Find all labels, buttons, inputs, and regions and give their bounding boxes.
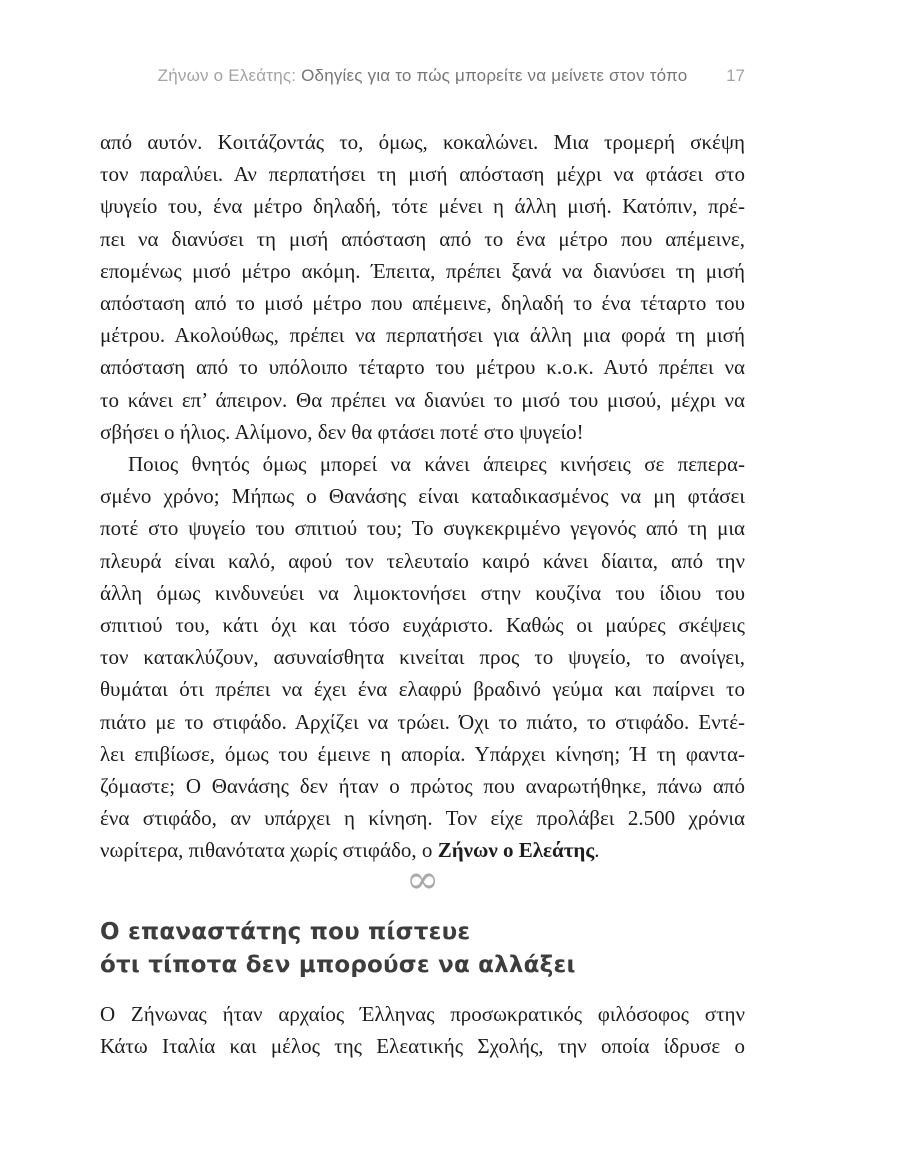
text-line: Ο Ζήνωνας ήταν αρχαίος Έλληνας προσωκρατικός φιλόσοφος στην [100,1002,745,1026]
text-line: από αυτόν. Κοιτάζοντάς το, όμως, κοκαλώνει. Μια τρομερή σκέψη [100,130,745,154]
text-line: απόσταση από το υπόλοιπο τέταρτο του μέτρου κ.ο.κ. Αυτό πρέπει να [100,355,745,380]
running-head-chapter-title: Ζήνων ο Ελεάτης: [157,66,297,85]
running-head-chapter-subtitle: Οδηγίες για το πώς μπορείτε να μείνετε στον τόπο [301,66,688,85]
text-line: σβήσει ο ήλιος. Αλίμονο, δεν θα φτάσει ποτέ στο ψυγείο! [100,419,584,444]
section-heading-line2: ότι τίποτα δεν μπορούσε να αλλάξει [100,952,576,978]
text-line: πιάτο με το στιφάδο. Αρχίζει να τρώει. Όχι το πιάτο, το στιφάδο. Εντέ- [100,709,745,734]
text-line: λει επιβίωσε, όμως του έμεινε η απορία. Υπάρχει κίνηση; Ή τη φαντα- [100,741,745,766]
page-number: 17 [726,66,745,85]
text-line: Κάτω Ιταλία και μέλος της Ελεατικής Σχολής, την οποία ίδρυσε ο [100,1034,745,1059]
text-line: τον κατακλύζουν, ασυναίσθητα κινείται προς το ψυγείο, το ανοίγει, [100,645,745,670]
section-heading [100,916,745,982]
text-line: νωρίτερα, πιθανότατα χωρίς στιφάδο, ο Ζήνων ο Ελεάτης. [100,838,600,863]
text-line: μέτρου. Ακολούθως, πρέπει να περπατήσει για άλλη μια φορά τη μισή [100,323,745,348]
text-line: πλευρά είναι καλό, αφού τον τελευταίο καιρό κάνει δίαιτα, από την [100,548,745,573]
text-line: το κάνει επ’ άπειρον. Θα πρέπει να διανύει το μισό του μισού, μέχρι να [100,387,745,412]
text-line: θυμάται ότι πρέπει να έχει ένα ελαφρύ βραδινό γεύμα και παίρνει το [100,677,745,702]
body-text [100,126,745,867]
text-line: ζόμαστε; Ο Θανάσης δεν ήταν ο πρώτος που αναρωτήθηκε, πάνω από [100,774,745,799]
text-line: σμένο χρόνο; Μήπως ο Θανάσης είναι καταδικασμένος να μη φτάσει [100,484,745,509]
text-line: ένα στιφάδο, αν υπάρχει η κίνηση. Τον είχε προλάβει 2.500 χρόνια [100,806,745,831]
text-line: τον παραλύει. Αν περπατήσει τη μισή απόσταση μέχρι να φτάσει στο [100,162,745,187]
text-line: άλλη όμως κινδυνεύει να λιμοκτονήσει στην κουζίνα του ίδιου του [100,580,745,605]
closing-paragraph [100,998,745,1062]
text-line: πει να διανύσει τη μισή απόσταση από το ένα μέτρο που απέμεινε, [100,226,745,251]
text-line: απόσταση από το μισό μέτρο που απέμεινε, δηλαδή το ένα τέταρτο του [100,291,745,316]
highlighted-name: Ζήνων ο Ελεάτης [437,838,595,863]
section-heading-line1: Ο επαναστάτης που πίστευε [100,919,471,945]
text-line: ψυγείο του, ένα μέτρο δηλαδή, τότε μένει η άλλη μισή. Κατόπιν, πρέ- [100,194,745,219]
text-line: επομένως μισό μέτρο ακόμη. Έπειτα, πρέπει ξανά να διανύσει τη μισή [100,258,745,283]
text-line: ποτέ στο ψυγείο του σπιτιού του; Το συγκεκριμένο γεγονός από τη μια [100,516,745,541]
text-line: Ποιος θνητός όμως μπορεί να κάνει άπειρες κινήσεις σε πεπερα- [128,452,745,477]
infinity-divider-icon: ∞ [405,857,440,903]
text-line: σπιτιού του, κάτι όχι και τόσο ευχάριστο. Καθώς οι μαύρες σκέψεις [100,613,745,638]
